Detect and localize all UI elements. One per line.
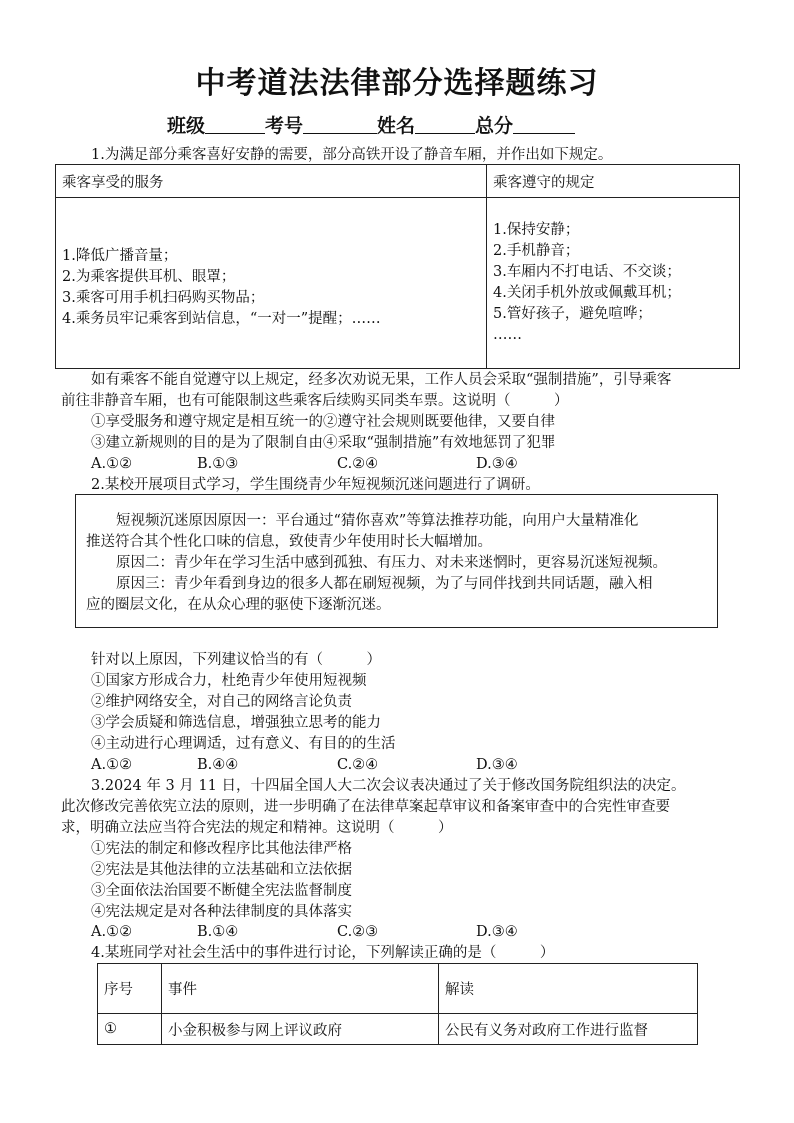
score-label: 总分 xyxy=(475,115,514,137)
q2-box-line: 原因二：青少年在学习生活中感到孤独、有压力、对未来迷惘时，更容易沉迷短视频。 xyxy=(116,555,667,571)
q3-option-c: C.②③ xyxy=(337,924,379,940)
q2-question: 针对以上原因，下列建议恰当的有（ ） xyxy=(91,652,381,668)
q4-row-interpretation: 公民有义务对政府工作进行监督 xyxy=(439,1014,698,1045)
q2-option-a: A.①② xyxy=(91,757,133,773)
exam-no-label: 考号 xyxy=(265,115,304,137)
q3-line2: 此次修改完善依宪立法的原则，进一步明确了在法律草案起草审议和备案审查中的合宪性审查要 xyxy=(61,799,670,815)
exam-no-blank xyxy=(303,115,377,134)
q3-item-1: ①宪法的制定和修改程序比其他法律严格 xyxy=(91,841,352,857)
q1-paragraph-line1: 如有乘客不能自觉遵守以上规定，经多次劝说无果，工作人员会采取“强制措施”，引导乘客 xyxy=(91,372,672,388)
q4-row-event: 小金积极参与网上评议政府 xyxy=(162,1014,439,1045)
q1-table xyxy=(55,164,740,369)
q4-table xyxy=(97,963,698,1045)
q1-header-services: 乘客享受的服务 xyxy=(56,165,487,198)
q3-item-2: ②宪法是其他法律的立法基础和立法依据 xyxy=(91,862,352,878)
q1-statement-1: ①享受服务和遵守规定是相互统一的②遵守社会规则既要他律，又要自律 xyxy=(91,414,555,430)
q3-item-4: ④宪法规定是对各种法律制度的具体落实 xyxy=(91,904,352,920)
table-row xyxy=(98,1014,698,1045)
q1-services-cell xyxy=(56,198,487,369)
q2-option-b: B.④④ xyxy=(197,757,239,773)
q1-option-d: D.③④ xyxy=(476,456,518,472)
q4-header-interpretation: 解读 xyxy=(439,964,698,1014)
q1-rules-cell xyxy=(487,198,740,369)
q2-item-4: ④主动进行心理调适，过有意义、有目的的生活 xyxy=(91,736,396,752)
rule-item: 4.关闭手机外放或佩戴耳机； xyxy=(493,285,681,301)
q4-stem: 4.某班同学对社会生活中的事件进行讨论，下列解读正确的是（ ） xyxy=(91,945,555,961)
q1-header-rules: 乘客遵守的规定 xyxy=(487,165,740,198)
q2-box-line: 推送符合其个性化口味的信息，致使青少年使用时长大幅增加。 xyxy=(86,534,492,550)
score-blank xyxy=(513,115,575,134)
service-item: 3.乘客可用手机扫码购买物品； xyxy=(62,290,265,306)
service-item: 2.为乘客提供耳机、眼罩； xyxy=(62,269,236,285)
q4-header-event: 事件 xyxy=(162,964,439,1014)
rule-item: …… xyxy=(493,327,522,343)
service-item: 1.降低广播音量； xyxy=(62,248,178,264)
q3-option-a: A.①② xyxy=(91,924,133,940)
q4-row-index: ① xyxy=(98,1014,162,1045)
page-title: 中考道法法律部分选择题练习 xyxy=(195,66,599,101)
q2-reasons-box xyxy=(75,494,718,628)
q2-item-2: ②维护网络安全，对自己的网络言论负责 xyxy=(91,694,352,710)
rule-item: 1.保持安静； xyxy=(493,222,580,238)
rule-item: 3.车厢内不打电话、不交谈； xyxy=(493,264,681,280)
q2-stem: 2.某校开展项目式学习，学生围绕青少年短视频沉迷问题进行了调研。 xyxy=(91,477,540,493)
q3-option-b: B.①④ xyxy=(197,924,239,940)
student-info-line xyxy=(167,111,575,138)
q1-option-a: A.①② xyxy=(91,456,133,472)
q2-box-line: 应的圈层文化，在从众心理的驱使下逐渐沉迷。 xyxy=(86,597,391,613)
q1-stem: 1.为满足部分乘客喜好安静的需要，部分高铁开设了静音车厢，并作出如下规定。 xyxy=(91,147,613,163)
class-label: 班级 xyxy=(167,115,206,137)
class-blank xyxy=(205,115,265,134)
q3-line3: 求，明确立法应当符合宪法的规定和精神。这说明（ ） xyxy=(61,820,453,836)
q2-option-c: C.②④ xyxy=(337,757,379,773)
service-item: 4.乘务员牢记乘客到站信息，“一对一”提醒；…… xyxy=(62,311,381,327)
q2-option-d: D.③④ xyxy=(476,757,518,773)
rule-item: 2.手机静音； xyxy=(493,243,580,259)
q2-box-line: 原因三：青少年看到身边的很多人都在刷短视频，为了与同伴找到共同话题，融入相 xyxy=(116,576,653,592)
q1-paragraph-line2: 前往非静音车厢，也有可能限制这些乘客后续购买同类车票。这说明（ ） xyxy=(61,393,569,409)
name-label: 姓名 xyxy=(377,115,416,137)
q3-line1: 3.2024 年 3 月 11 日，十四届全国人大二次会议表决通过了关于修改国务院组织法的决定。 xyxy=(91,778,686,794)
q1-option-b: B.①③ xyxy=(197,456,239,472)
rule-item: 5.管好孩子，避免喧哗； xyxy=(493,306,652,322)
q1-option-c: C.②④ xyxy=(337,456,379,472)
q2-box-line: 短视频沉迷原因原因一：平台通过“猜你喜欢”等算法推荐功能，向用户大量精准化 xyxy=(116,513,639,529)
q2-item-1: ①国家方形成合力，杜绝青少年使用短视频 xyxy=(91,673,367,689)
name-blank xyxy=(415,115,475,134)
q4-header-index: 序号 xyxy=(98,964,162,1014)
q2-item-3: ③学会质疑和筛选信息，增强独立思考的能力 xyxy=(91,715,381,731)
q3-item-3: ③全面依法治国要不断健全宪法监督制度 xyxy=(91,883,352,899)
q1-statement-2: ③建立新规则的目的是为了限制自由④采取“强制措施”有效地惩罚了犯罪 xyxy=(91,435,556,451)
q3-option-d: D.③④ xyxy=(476,924,518,940)
